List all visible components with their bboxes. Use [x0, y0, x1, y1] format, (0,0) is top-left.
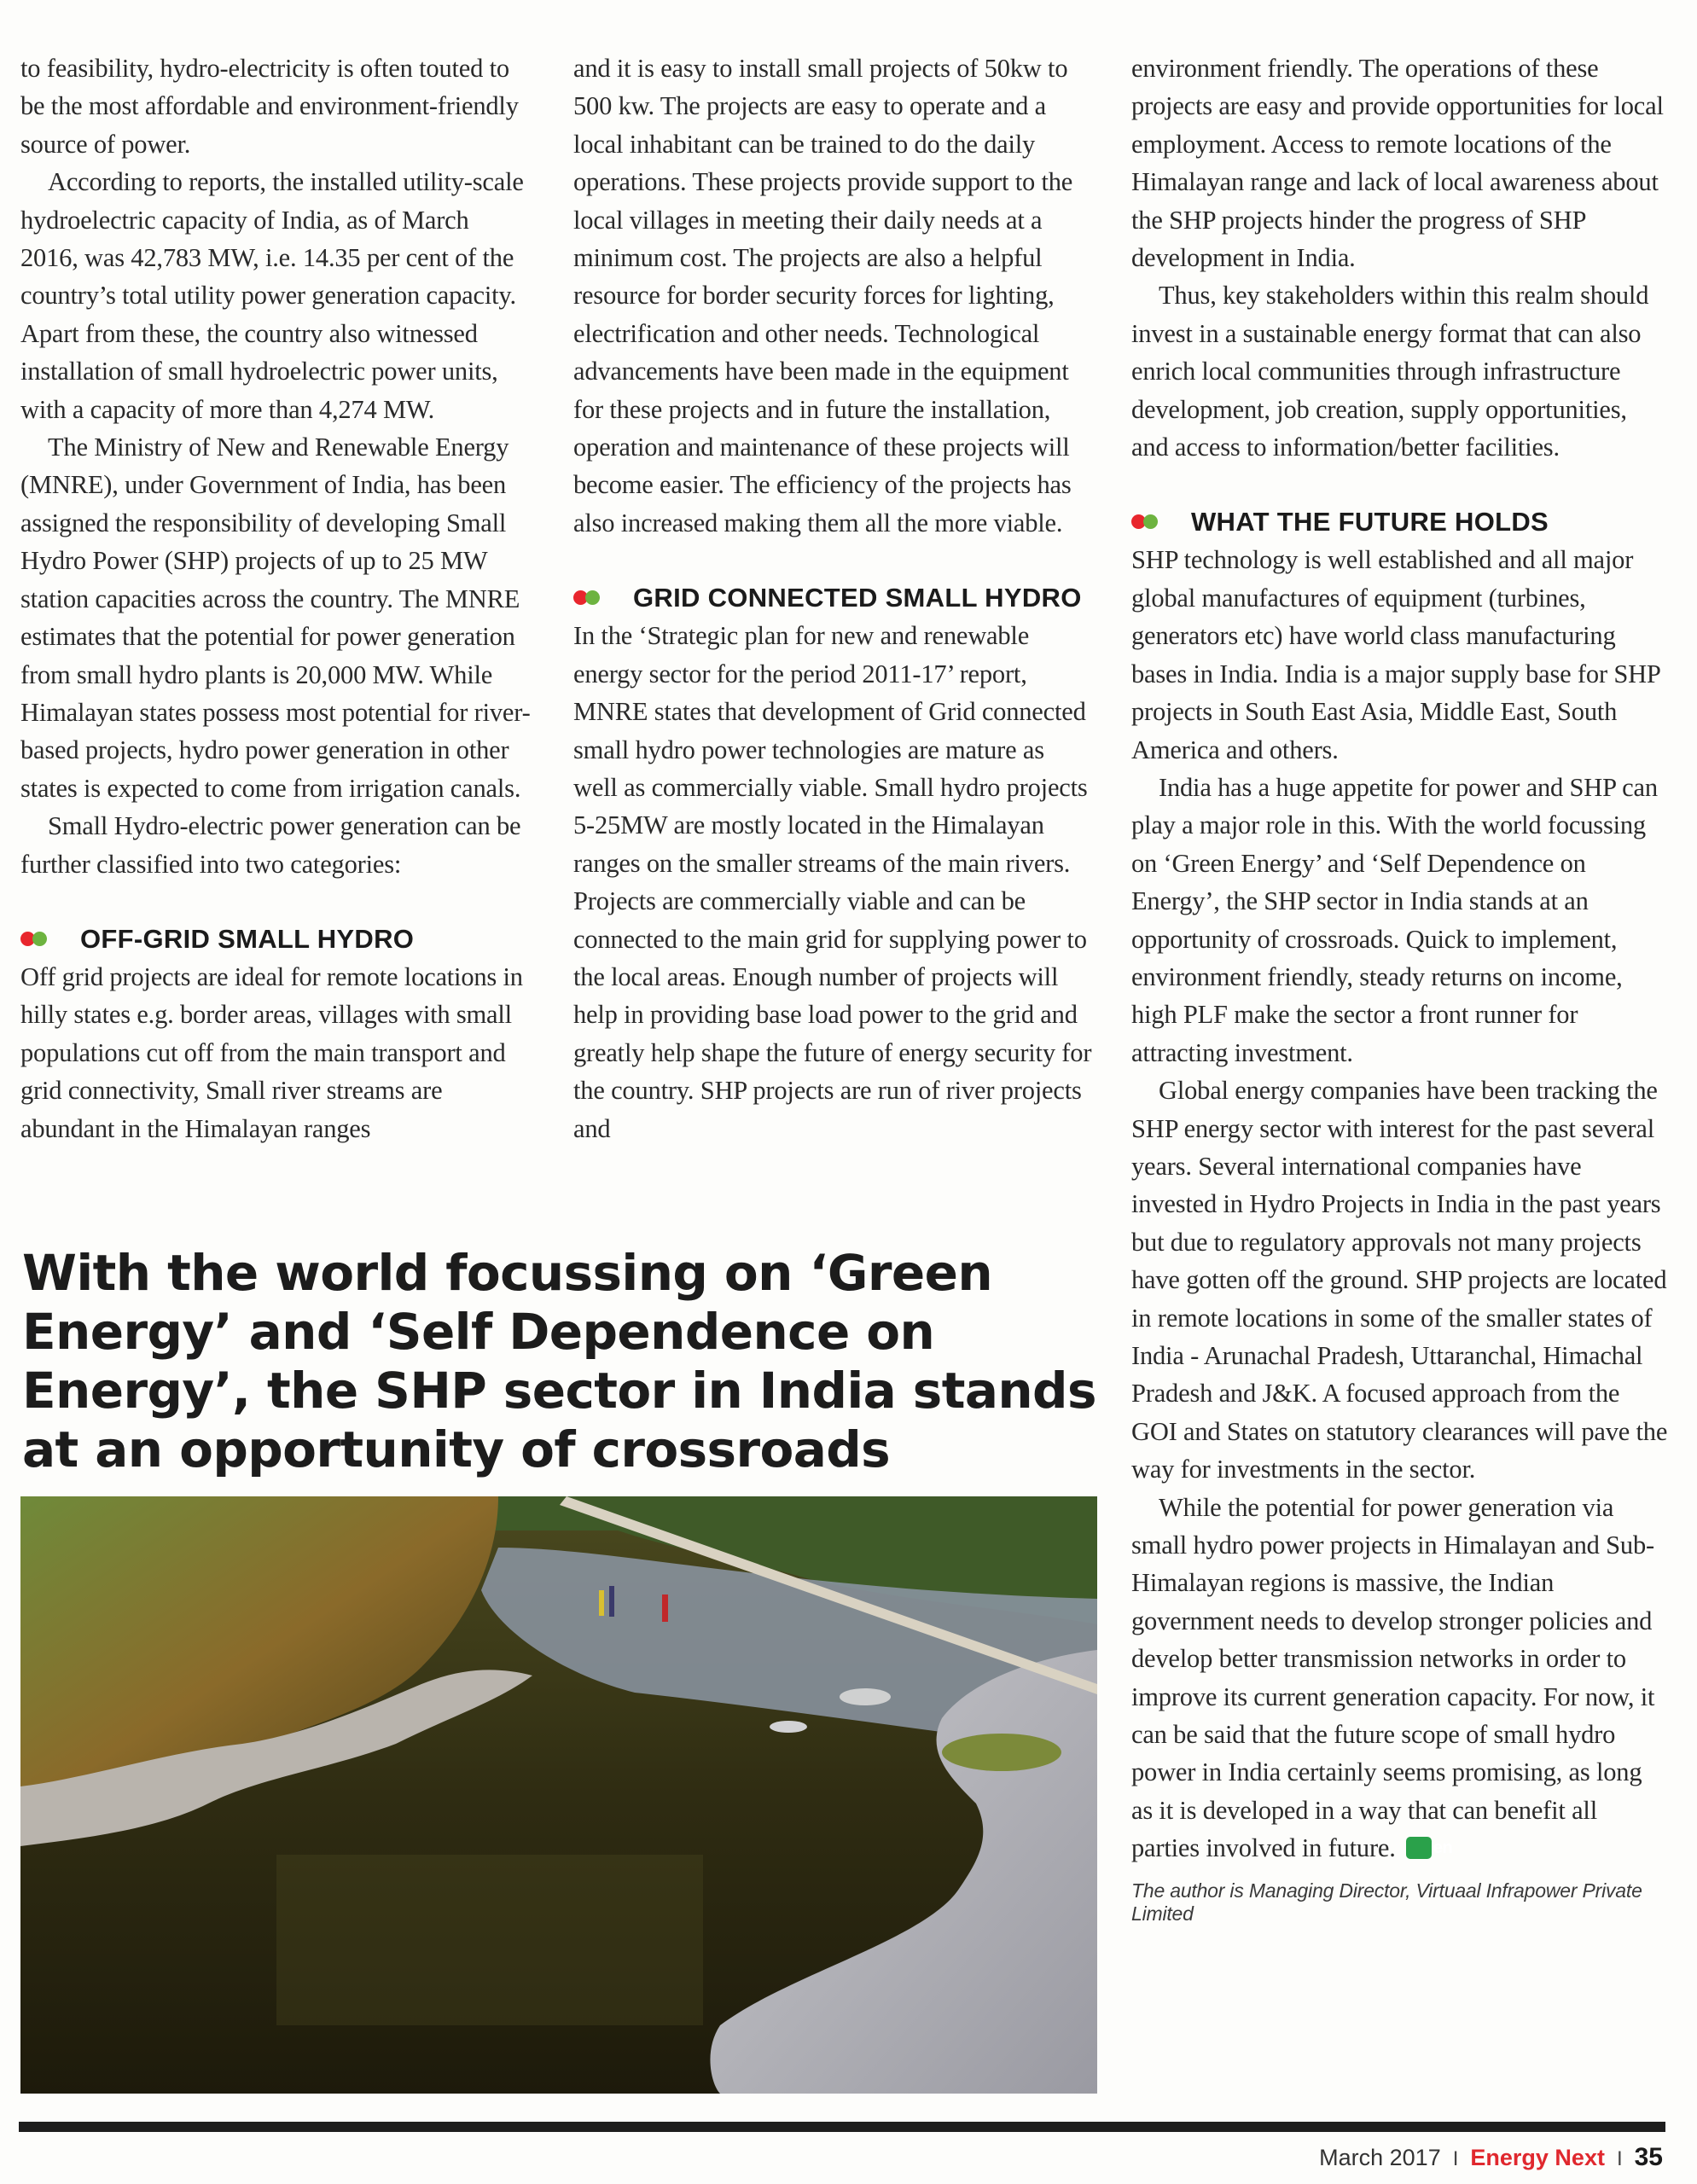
river-photo	[20, 1496, 1097, 2094]
paragraph: environment friendly. The operations of these projects are easy and provide opportunities for local employment. Access to remote locations of the Himalayan range and lack of local awareness about the SHP projects hinder the progress of SHP development in India.	[1131, 54, 1664, 273]
paragraph-text: While the potential for power generation via small hydro power projects in Himalayan and Sub-Himalayan regions is massive, the Indian government needs to develop stronger policies and develop better transmission networks in order to improve its current generation capacity. For now, it can be said that the future scope of small hydro power in India certainly seems promising, as long as it is developed in a way that can benefit all parties involved in future.	[1131, 1492, 1655, 1863]
paragraph: The Ministry of New and Renewable Energy (MNRE), under Government of India, has been assigned the responsibility of developing Small Hydro Power (SHP) projects of up to 25 MW station capacities across the country. The MNRE estimates that the potential for power generation from small hydro plants is 20,000 MW. While Himalayan states possess most potential for river-based projects, hydro power generation in other states is expected to come from irrigation canals.	[20, 433, 531, 803]
bullet-dots-icon	[20, 930, 58, 947]
section-heading-grid-connected	[573, 579, 1094, 617]
section-heading-future	[1131, 503, 1669, 541]
section-heading-text: GRID CONNECTED SMALL HYDRO	[633, 583, 1082, 613]
footer-separator: I	[1452, 2147, 1459, 2170]
article-column-2	[573, 49, 1094, 1147]
paragraph: SHP technology is well established and all major global manufactures of equipment (turbines, generators etc) have world class manufacturing bases in India. India is a major supply base for SHP projects in South East Asia, Middle East, South America and others.	[1131, 545, 1660, 764]
page-number: 35	[1634, 2143, 1663, 2171]
spacer	[573, 542, 1094, 579]
magazine-name: Energy Next	[1470, 2145, 1605, 2170]
paragraph: Thus, key stakeholders within this realm should invest in a sustainable energy format that can also enrich local communities through infrastructure development, job creation, supply opportunities, and access to information/better facilities.	[1131, 281, 1649, 462]
author-byline: The author is Managing Director, Virtuaal Infrapower Private Limited	[1131, 1879, 1642, 1925]
water-reflection	[276, 1855, 703, 2025]
paragraph: India has a huge appetite for power and SHP can play a major role in this. With the world focussing on ‘Green Energy’ and ‘Self Dependence on Energy’, the SHP sector in India stands at an opportunity of crossroads. Quick to implement, environment friendly, steady returns on income, high PLF make the sector a front runner for attracting investment.	[1131, 772, 1658, 1067]
footer-separator: I	[1616, 2147, 1623, 2170]
paragraph-final	[1131, 1489, 1669, 1867]
mossy-rock	[942, 1734, 1061, 1771]
issue-date: March 2017	[1319, 2145, 1441, 2170]
paragraph: Small Hydro-electric power generation can be further classified into two categories:	[20, 811, 521, 879]
pull-quote: With the world focussing on ‘Green Energy’ and ‘Self Dependence on Energy’, the SHP sector in India stands at an opportunity of crossroads	[22, 1244, 1096, 1478]
section-heading-text: WHAT THE FUTURE HOLDS	[1191, 507, 1549, 537]
person-figure	[609, 1586, 614, 1617]
green-dot-icon	[585, 590, 600, 605]
bullet-dots-icon	[1131, 513, 1169, 530]
section-heading-off-grid	[20, 921, 532, 958]
green-dot-icon	[1143, 514, 1158, 529]
person-figure	[599, 1590, 604, 1616]
paragraph: and it is easy to install small projects of 50kw to 500 kw. The projects are easy to operate and a local inhabitant can be trained to do the daily operations. These projects provide support to the local villages in meeting their daily needs at a minimum cost. The projects are also a helpful resource for border security forces for lighting, electrification and other needs. Technological advancements have been made in the equipment for these projects and in future the installation, operation and maintenance of these projects will become easier. The efficiency of the projects has also increased making them all the more viable.	[573, 54, 1073, 537]
spacer	[1131, 466, 1669, 503]
green-dot-icon	[32, 932, 47, 946]
paragraph: According to reports, the installed utility-scale hydroelectric capacity of India, as of March 2016, was 42,783 MW, i.e. 14.35 per cent of the country’s total utility power generation capacity. Apart from these, the country also witnessed installation of small hydroelectric power units, with a capacity of more than 4,274 MW.	[20, 167, 524, 424]
paragraph: Global energy companies have been tracking the SHP energy sector with interest for the past several years. Several international companies have invested in Hydro Projects in India in the past years but due to regulatory approvals not many projects have gotten off the ground. SHP projects are located in remote locations in some of the smaller states of India - Arunachal Pradesh, Uttaranchal, Himachal Pradesh and J&K. A focused approach from the GOI and States on statutory clearances will pave the way for investments in the sector.	[1131, 1076, 1668, 1484]
bullet-dots-icon	[573, 589, 611, 606]
section-heading-text: OFF-GRID SMALL HYDRO	[80, 923, 415, 954]
rock	[770, 1721, 807, 1733]
person-figure	[662, 1594, 668, 1622]
energy-next-end-mark-icon: en	[1406, 1837, 1432, 1859]
page-footer	[1319, 2143, 1663, 2172]
spacer	[20, 883, 532, 921]
article-column-1	[20, 49, 532, 1147]
paragraph: In the ‘Strategic plan for new and renewable energy sector for the period 2011-17’ report, MNRE states that development of Grid connected small hydro power technologies are mature as well as commercially viable. Small hydro projects 5-25MW are mostly located in the Himalayan ranges on the smaller streams of the main rivers. Projects are commercially viable and can be connected to the main grid for supplying power to the local areas. Enough number of projects will help in providing base load power to the grid and greatly help shape the future of energy security for the country. SHP projects are run of river projects and	[573, 621, 1092, 1143]
article-column-3	[1131, 49, 1669, 1926]
paragraph: to feasibility, hydro-electricity is often touted to be the most affordable and environment-friendly source of power.	[20, 54, 519, 159]
paragraph: Off grid projects are ideal for remote locations in hilly states e.g. border areas, villages with small populations cut off from the main transport and grid connectivity, Small river streams are abundant in the Himalayan ranges	[20, 961, 523, 1143]
footer-rule	[19, 2122, 1665, 2132]
rock	[840, 1688, 891, 1705]
river-photo-illustration	[20, 1496, 1097, 2094]
